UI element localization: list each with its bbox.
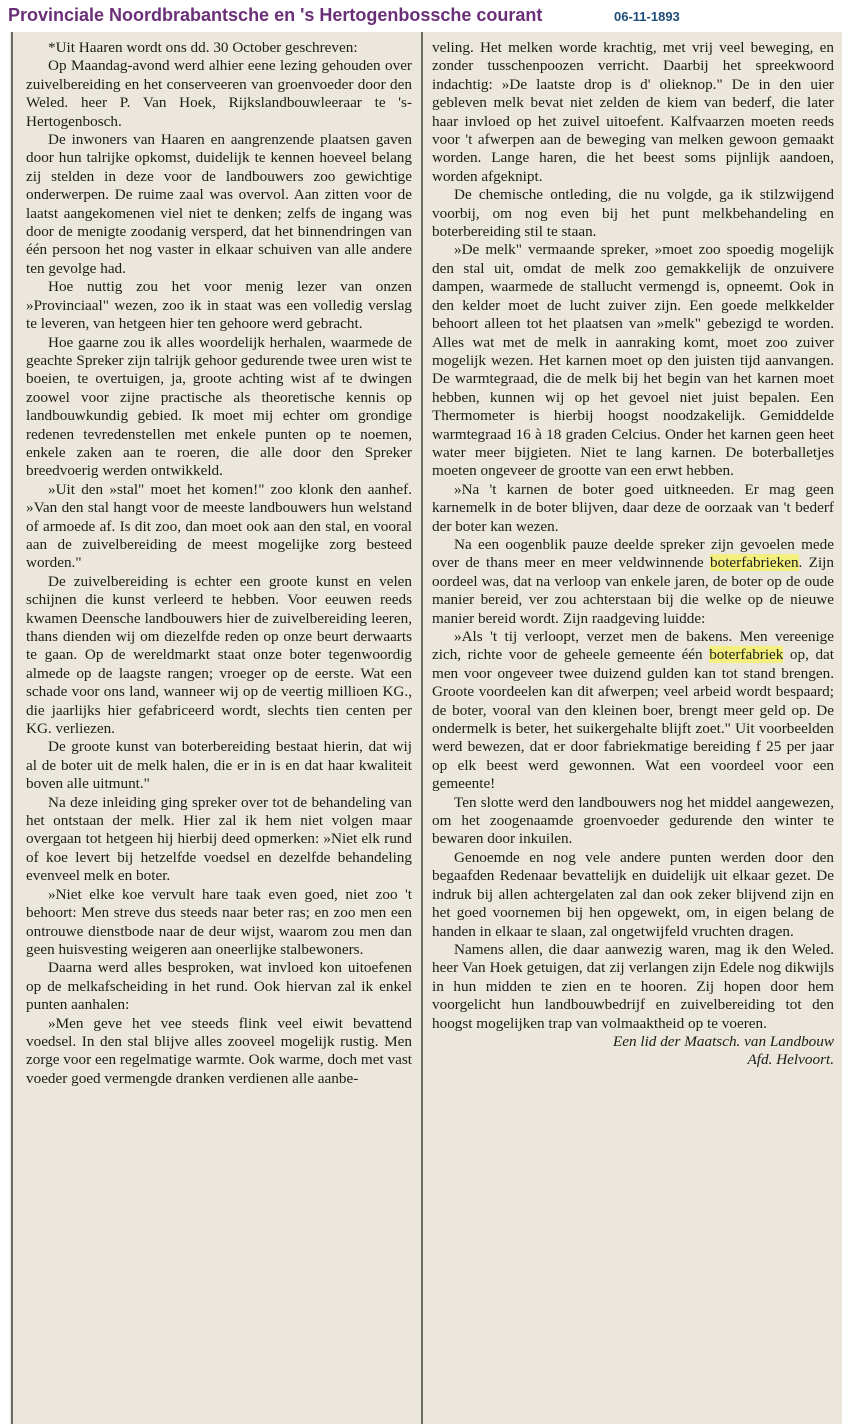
article-paragraph: De zuivelbereiding is echter een groote kunst en velen schijnen die kunst verleerd te hebben. Voor eeuwen reeds kwamen Deensche landbouwers hier de zuivelbereiding leeren, thans dienden wij om diezelfde reden op onze beurt derwaarts te gaan. Op de wereldmarkt staat onze boter tegenwoordig almede op de laagste rangen; vroeger op de eerste. Wat een schade voor ons land, wanneer wij op de veertig millioen KG., die jaarlijks hier gefabriceerd wordt, slechts tien centen per KG. verliezen. [26,572,412,738]
pause-text-after: . Zijn oordeel was, dat na verloop van enkele jaren, de boter op de oude manier bereid, ver zou achterstaan bij die welke op de nieuwe manier bereid wordt. Zijn raadgeving luidde: [432,554,834,627]
advice-paragraph [432,628,834,794]
article-paragraph: Genoemde en nog vele andere punten werden door den begaafden Redenaar bevattelijk en duidelijk uit elkaar gezet. De indruk bij allen achtergelaten zal dan ook zeker blijvend zijn en het goed voornemen bij hen opgewekt, om, in eigen belang de handen in elkaar te slaan, zal ongetwijfeld vruchten dragen. [432,848,834,940]
article-paragraph: De inwoners van Haaren en aangrenzende plaatsen gaven door hun talrijke opkomst, duidelijk te kennen hoeveel belang zij stelden in deze voor de landbouwers zoo gewichtige onderwerpen. De ruime zaal was overvol. Aan zitten voor de laatst aangekomenen viel niet te denken; zelfs de ingang was door de menigte zoodanig versperd, dat het binnendringen van één persoon het nog vaster in elkaar schuiven van alle andere ten gevolge had. [26,131,412,277]
advice-text-before: »Als 't tij verloopt, verzet men de bakens. Men vereenige zich, richte voor de geheele gemeente één [432,628,834,664]
issue-date: 06-11-1893 [614,9,680,24]
article-paragraph: Hoe gaarne zou ik alles woordelijk herhalen, waarmede de geachte Spreker zijn talrijk gehoor gedurende twee uren wist te boeien, te overtuigen, ja, groote achting wist af te dwingen zoowel voor zijne practische als theoretische kennis op landbouwkundig gebied. Ik moet mij echter om grondige redenen tevredenstellen met enkele punten op te noemen, enkele zaken aan te roeren, die alle door den Spreker breedvoerig werden ontwikkeld. [26,333,412,480]
left-column-rule [11,32,13,1424]
advice-text-after: op, dat men voor ongeveer twee duizend gulden kan tot stand brengen. Groote voordeelen kan dit afwerpen; veel arbeid wordt bespaard; de boter, vooral van den kleinen boer, brengt meer geld op. De ondermelk is beter, het suikergehalte blijft zoet." Uit voorbeelden werd bewezen, dat er door fabriekmatige bereiding f 25 per jaar op elk beest werd gewonnen. Wat een voordeel voor een gemeente! [432,646,835,793]
article-paragraph: *Uit Haaren wordt ons dd. 30 October geschreven: [48,39,358,56]
newspaper-clipping [10,32,842,1424]
article-paragraph: »Niet elke koe vervult hare taak even goed, niet zoo 't behoort: Men streve dus steeds naar beter ras; en zoo men een ontrouwe dienstbode naar de deur wijst, waarom zou men dan geen huisvesting weigeren aan oneerlijke stalbewoners. [26,885,412,958]
article-paragraph: veling. Het melken worde krachtig, met vrij veel beweging, en zonder tusschenpoozen verricht. Daarbij het spreekwoord indachtig: »De laatste drop is d' olieknop." De in den uier gebleven melk bevat niet zelden de kiem van bederf, die later haar invloed op het zuivel uitoefent. Kalfvaarzen moeten reeds voor 't afwerpen aan de beweging van melken gewoon gemaakt worden. Lange haren, die het beest soms pijnlijk aandoen, worden afgeknipt. [432,39,834,185]
article-paragraph: Ten slotte werd den landbouwers nog het middel aangewezen, om het zoogenaamde groenvoeder gedurende den winter te bewaren door inkuilen. [432,793,834,848]
signature-department: Afd. Helvoort. [747,1051,834,1069]
highlighted-term-boterfabriek: boterfabriek [709,646,784,664]
article-left-column [26,39,412,1088]
column-divider [421,32,423,1424]
article-paragraph: »De melk" vermaande spreker, »moet zoo spoedig mogelijk den stal uit, omdat de melk zoo gemakkelijk de onzuivere dampen, waarmede de stallucht vermengd is, opneemt. Ook in den kelder moet de lucht zuiver zijn. Een goede melkkelder behoort alleen tot het plaatsen van »melk" gebezigd te worden. Alles wat met de melk in aanraking komt, moet zoo zuiver mogelijk wezen. Het karnen moet op den juisten tijd aanvangen. De warmtegraad, die de melk bij het begin van het karnen moet hebben, kunnen wij op het gevoel niet juist bepalen. Een Thermometer is hierbij hoogst noodzakelijk. Gemiddelde warmtegraad 16 à 18 graden Celcius. Onder het karnen geen heet water meer bijgieten. Niet te lang karnen. De boterballetjes moeten ongeveer de grootte van een erwt hebben. [432,241,834,480]
pause-text-before: Na een oogenblik pauze deelde spreker zijn gevoelen mede over de thans meer en meer veldwinnende [432,535,834,572]
highlighted-term-boterfabrieken: boterfabrieken [710,554,799,572]
article-paragraph: Namens allen, die daar aanwezig waren, mag ik den Weled. heer Van Hoek getuigen, dat zij verlangen zijn Edele nog dikwijls in hun midden te zien en te hooren. Zij hopen door hem voorgelicht hun landbouwbedrijf en zuivelbereiding tot den hoogst mogelijken trap van volmaaktheid op te voeren. [432,940,834,1032]
article-paragraph: »Uit den »stal" moet het komen!" zoo klonk den aanhef. »Van den stal hangt voor de meeste landbouwers hun welstand of armoede af. Is dit zoo, dan moet ook aan den stal, en vooral aan de zuivelbereiding de meest mogelijke zorg besteed worden." [26,480,412,572]
newspaper-title: Provinciale Noordbrabantsche en 's Hertogenbossche courant [8,5,543,25]
article-right-column [432,39,834,1070]
article-paragraph: Na deze inleiding ging spreker over tot de behandeling van het ontstaan der melk. Hier zal ik hem niet volgen maar overgaan tot hetgeen hij hierbij deed opmerken: »Niet elk rund of koe levert bij hetzelfde voedsel en dezelfde behandeling evenveel melk en boter. [26,793,412,885]
pause-paragraph [432,536,834,628]
signature-line: Een lid der Maatsch. van Landbouw [612,1032,834,1050]
article-paragraph: »Na 't karnen de boter goed uitkneeden. Er mag geen karnemelk in de boter blijven, daar deze de oorzaak van 't bederf der boter kan wezen. [432,480,834,535]
article-paragraph: Op Maandag-avond werd alhier eene lezing gehouden over zuivelbereiding en het conserveeren van groenvoeder door den Weled. heer P. Van Hoek, Rijkslandbouwleeraar te 's-Hertogenbosch. [26,57,412,130]
article-paragraph: Hoe nuttig zou het voor menig lezer van onzen »Provinciaal" wezen, zoo ik in staat was een volledig verslag te leveren, van hetgeen hier ten gehoore werd gebracht. [26,278,412,333]
article-paragraph: De groote kunst van boterbereiding bestaat hierin, dat wij al de boter uit de melk halen, die er in is en dat haar kwaliteit boven alle uitmunt." [26,738,412,793]
article-paragraph: »Men geve het vee steeds flink veel eiwit bevattend voedsel. In den stal blijve alles zooveel mogelijk rustig. Men zorge voor een regelmatige warmte. Ook warme, doch met vast voeder goed vermengde dranken verdienen alle aanbe- [26,1014,412,1087]
article-paragraph: Daarna werd alles besproken, wat invloed kon uitoefenen op de melkafscheiding in het rund. Ook hiervan zal ik enkel punten aanhalen: [26,959,412,1014]
article-paragraph: De chemische ontleding, die nu volgde, ga ik stilzwijgend voorbij, om nog even bij het punt melkbehandeling en boterbereiding stil te staan. [432,186,834,241]
page-header [0,0,844,32]
